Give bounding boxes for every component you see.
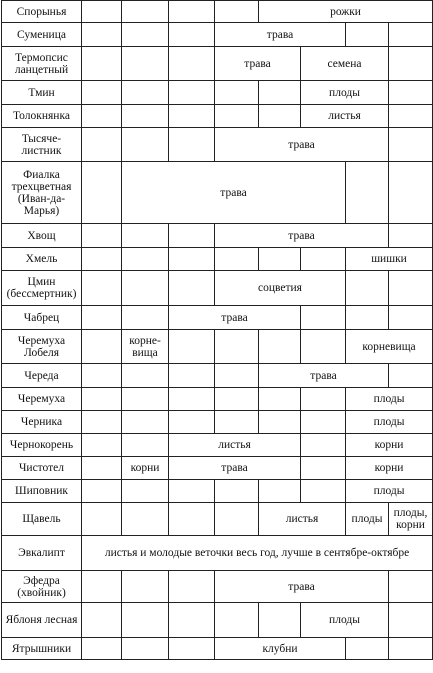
table-row xyxy=(2,306,433,330)
plant-name-cell: Чабрец xyxy=(2,306,82,330)
harvest-part-cell: трава xyxy=(169,457,301,480)
empty-cell xyxy=(82,503,122,536)
empty-cell xyxy=(301,457,346,480)
empty-cell xyxy=(82,434,122,457)
harvest-part-cell: плоды xyxy=(346,503,389,536)
empty-cell xyxy=(215,480,259,503)
empty-cell xyxy=(301,330,346,364)
plant-name-cell: Черника xyxy=(2,411,82,434)
empty-cell xyxy=(215,248,259,271)
plant-name-cell: Ятрышники xyxy=(2,638,82,660)
table-row xyxy=(2,571,433,603)
empty-cell xyxy=(82,457,122,480)
empty-cell xyxy=(259,411,301,434)
table-row xyxy=(2,388,433,411)
empty-cell xyxy=(122,105,169,128)
empty-cell xyxy=(169,638,215,660)
harvest-part-cell: листья xyxy=(301,105,389,128)
empty-cell xyxy=(389,571,433,603)
table-row xyxy=(2,105,433,128)
empty-cell xyxy=(215,411,259,434)
harvest-part-cell: трава xyxy=(215,128,389,162)
empty-cell xyxy=(301,434,346,457)
empty-cell xyxy=(122,1,169,23)
empty-cell xyxy=(82,638,122,660)
empty-cell xyxy=(301,248,346,271)
empty-cell xyxy=(82,306,122,330)
plant-name-cell: Хвощ xyxy=(2,224,82,248)
empty-cell xyxy=(82,271,122,306)
plant-name-cell: Термопсис ланцетный xyxy=(2,47,82,81)
empty-cell xyxy=(82,411,122,434)
harvest-part-cell: плоды xyxy=(346,480,433,503)
empty-cell xyxy=(82,162,122,224)
empty-cell xyxy=(122,480,169,503)
empty-cell xyxy=(169,480,215,503)
empty-cell xyxy=(82,23,122,47)
empty-cell xyxy=(389,638,433,660)
empty-cell xyxy=(122,23,169,47)
empty-cell xyxy=(215,105,259,128)
table-row xyxy=(2,81,433,105)
empty-cell xyxy=(346,638,389,660)
empty-cell xyxy=(122,638,169,660)
empty-cell xyxy=(169,105,215,128)
empty-cell xyxy=(259,603,301,638)
empty-cell xyxy=(82,248,122,271)
empty-cell xyxy=(82,81,122,105)
harvest-part-cell: корни xyxy=(346,434,433,457)
harvest-part-cell: плоды xyxy=(346,411,433,434)
harvest-part-cell: трава xyxy=(259,364,389,388)
empty-cell xyxy=(82,364,122,388)
empty-cell xyxy=(389,47,433,81)
plant-name-cell: Эфедра (хвойник) xyxy=(2,571,82,603)
empty-cell xyxy=(122,224,169,248)
empty-cell xyxy=(389,271,433,306)
empty-cell xyxy=(122,434,169,457)
table-row xyxy=(2,248,433,271)
empty-cell xyxy=(122,81,169,105)
empty-cell xyxy=(259,81,301,105)
plant-name-cell: Суменица xyxy=(2,23,82,47)
harvest-part-cell: клубни xyxy=(215,638,346,660)
empty-cell xyxy=(122,306,169,330)
empty-cell xyxy=(122,364,169,388)
table-row xyxy=(2,330,433,364)
plant-name-cell: Хмель xyxy=(2,248,82,271)
empty-cell xyxy=(301,388,346,411)
empty-cell xyxy=(169,128,215,162)
harvest-part-cell: семена xyxy=(301,47,389,81)
table-row xyxy=(2,224,433,248)
empty-cell xyxy=(169,1,215,23)
harvest-part-cell: плоды, корни xyxy=(389,503,433,536)
table-row xyxy=(2,271,433,306)
empty-cell xyxy=(215,503,259,536)
plant-name-cell: Шиповник xyxy=(2,480,82,503)
empty-cell xyxy=(346,162,389,224)
empty-cell xyxy=(122,603,169,638)
table-row xyxy=(2,638,433,660)
empty-cell xyxy=(169,224,215,248)
empty-cell xyxy=(122,47,169,81)
empty-cell xyxy=(82,128,122,162)
harvest-part-cell: корне-вища xyxy=(122,330,169,364)
empty-cell xyxy=(389,23,433,47)
harvest-part-cell: плоды xyxy=(301,81,389,105)
empty-cell xyxy=(389,224,433,248)
empty-cell xyxy=(389,306,433,330)
empty-cell xyxy=(169,388,215,411)
empty-cell xyxy=(122,128,169,162)
empty-cell xyxy=(215,388,259,411)
table-row xyxy=(2,480,433,503)
plant-name-cell: Фиалка трехцветная (Иван-да-Марья) xyxy=(2,162,82,224)
empty-cell xyxy=(259,248,301,271)
table-row xyxy=(2,457,433,480)
harvest-part-cell: трава xyxy=(215,571,389,603)
plant-name-cell: Черемуха Лобеля xyxy=(2,330,82,364)
harvest-part-cell: рожки xyxy=(259,1,433,23)
harvest-part-cell: листья xyxy=(169,434,301,457)
plant-name-cell: Яблоня лесная xyxy=(2,603,82,638)
plant-name-cell: Эвкалипт xyxy=(2,536,82,571)
empty-cell xyxy=(169,81,215,105)
empty-cell xyxy=(215,1,259,23)
empty-cell xyxy=(301,411,346,434)
empty-cell xyxy=(215,330,259,364)
harvest-part-cell: листья xyxy=(259,503,346,536)
harvest-part-cell: корни xyxy=(122,457,169,480)
harvest-part-cell: плоды xyxy=(346,388,433,411)
empty-cell xyxy=(389,162,433,224)
empty-cell xyxy=(169,47,215,81)
empty-cell xyxy=(389,81,433,105)
empty-cell xyxy=(346,23,389,47)
harvest-calendar-body xyxy=(2,1,433,660)
empty-cell xyxy=(82,1,122,23)
harvest-part-cell: трава xyxy=(215,224,389,248)
harvest-part-cell: корни xyxy=(346,457,433,480)
empty-cell xyxy=(389,128,433,162)
empty-cell xyxy=(82,603,122,638)
plant-name-cell: Толокнянка xyxy=(2,105,82,128)
empty-cell xyxy=(215,603,259,638)
table-row xyxy=(2,1,433,23)
empty-cell xyxy=(122,503,169,536)
empty-cell xyxy=(82,224,122,248)
empty-cell xyxy=(215,364,259,388)
empty-cell xyxy=(82,480,122,503)
empty-cell xyxy=(389,603,433,638)
empty-cell xyxy=(346,271,389,306)
plant-name-cell: Цмин (бессмертник) xyxy=(2,271,82,306)
table-row xyxy=(2,47,433,81)
harvest-part-cell: трава xyxy=(215,23,346,47)
empty-cell xyxy=(301,306,346,330)
table-row xyxy=(2,23,433,47)
empty-cell xyxy=(259,105,301,128)
empty-cell xyxy=(259,388,301,411)
empty-cell xyxy=(82,330,122,364)
empty-cell xyxy=(346,306,389,330)
empty-cell xyxy=(169,571,215,603)
empty-cell xyxy=(169,330,215,364)
empty-cell xyxy=(122,271,169,306)
table-row xyxy=(2,364,433,388)
harvest-part-cell: трава xyxy=(122,162,346,224)
table-row xyxy=(2,162,433,224)
empty-cell xyxy=(169,248,215,271)
empty-cell xyxy=(82,47,122,81)
harvest-part-cell: трава xyxy=(169,306,301,330)
table-row xyxy=(2,603,433,638)
empty-cell xyxy=(122,411,169,434)
empty-cell xyxy=(169,503,215,536)
plant-name-cell: Чернокорень xyxy=(2,434,82,457)
empty-cell xyxy=(82,388,122,411)
harvest-part-cell: шишки xyxy=(346,248,433,271)
harvest-part-cell: соцветия xyxy=(215,271,346,306)
table-row xyxy=(2,536,433,571)
plant-name-cell: Щавель xyxy=(2,503,82,536)
table-row xyxy=(2,434,433,457)
table-row xyxy=(2,128,433,162)
empty-cell xyxy=(122,571,169,603)
empty-cell xyxy=(82,571,122,603)
empty-cell xyxy=(169,364,215,388)
plant-name-cell: Тмин xyxy=(2,81,82,105)
empty-cell xyxy=(259,480,301,503)
empty-cell xyxy=(169,411,215,434)
plant-name-cell: Спорынья xyxy=(2,1,82,23)
plant-name-cell: Тысяче-листник xyxy=(2,128,82,162)
empty-cell xyxy=(169,271,215,306)
table-row xyxy=(2,503,433,536)
harvest-part-cell: листья и молодые веточки весь год, лучше в сентябре-октябре xyxy=(82,536,433,571)
empty-cell xyxy=(389,364,433,388)
empty-cell xyxy=(122,248,169,271)
empty-cell xyxy=(122,388,169,411)
empty-cell xyxy=(389,105,433,128)
empty-cell xyxy=(301,480,346,503)
table-row xyxy=(2,411,433,434)
harvest-calendar-table xyxy=(1,0,433,660)
harvest-part-cell: плоды xyxy=(301,603,389,638)
plant-name-cell: Чистотел xyxy=(2,457,82,480)
plant-name-cell: Череда xyxy=(2,364,82,388)
empty-cell xyxy=(259,330,301,364)
harvest-part-cell: корневища xyxy=(346,330,433,364)
empty-cell xyxy=(215,81,259,105)
empty-cell xyxy=(169,603,215,638)
empty-cell xyxy=(169,23,215,47)
empty-cell xyxy=(82,105,122,128)
harvest-part-cell: трава xyxy=(215,47,301,81)
plant-name-cell: Черемуха xyxy=(2,388,82,411)
